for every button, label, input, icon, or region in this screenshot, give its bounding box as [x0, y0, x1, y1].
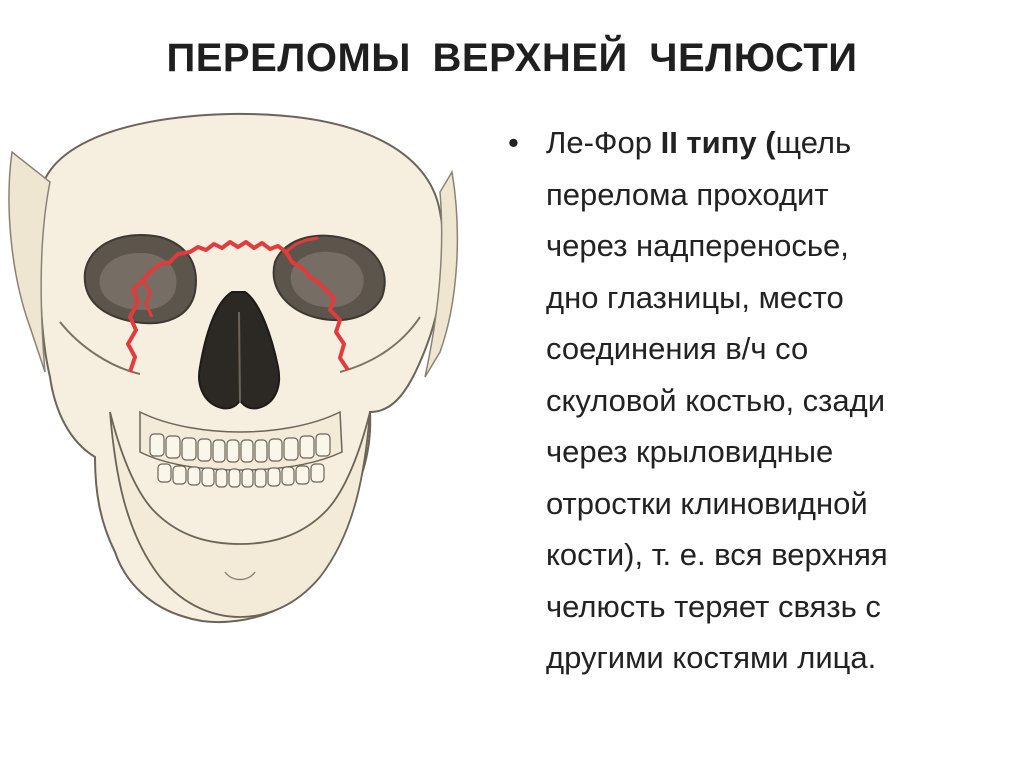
bullet-item	[508, 117, 988, 684]
text-line: соединения в/ч со	[546, 331, 809, 366]
nasal-septum	[239, 312, 240, 402]
lead-bold: II типу (	[660, 125, 776, 160]
skull-illustration	[0, 112, 470, 642]
text-line: дно глазницы, место	[546, 279, 844, 315]
text-line: отростки клиновидной	[546, 485, 868, 521]
lead-plain: Ле-Фор	[546, 125, 661, 160]
text-line: через надпереносье,	[546, 228, 849, 263]
description	[508, 117, 988, 684]
text-line: через крыловидные	[546, 434, 834, 469]
text-line: перелома проходит	[546, 176, 829, 212]
text-line: кости), т. е. вся верхняя	[546, 537, 888, 572]
bullet-marker: •	[508, 125, 519, 160]
lead-rest: щель	[775, 125, 852, 160]
text-line: скуловой костью, сзади	[546, 382, 886, 418]
bullet-first-line	[546, 117, 988, 169]
text-line: челюсть теряет связь с	[546, 588, 881, 624]
text-line: другими костями лица.	[546, 640, 877, 675]
slide-title: ПЕРЕЛОМЫ ВЕРХНЕЙ ЧЕЛЮСТИ	[166, 36, 858, 80]
skull-drawing	[0, 112, 470, 642]
